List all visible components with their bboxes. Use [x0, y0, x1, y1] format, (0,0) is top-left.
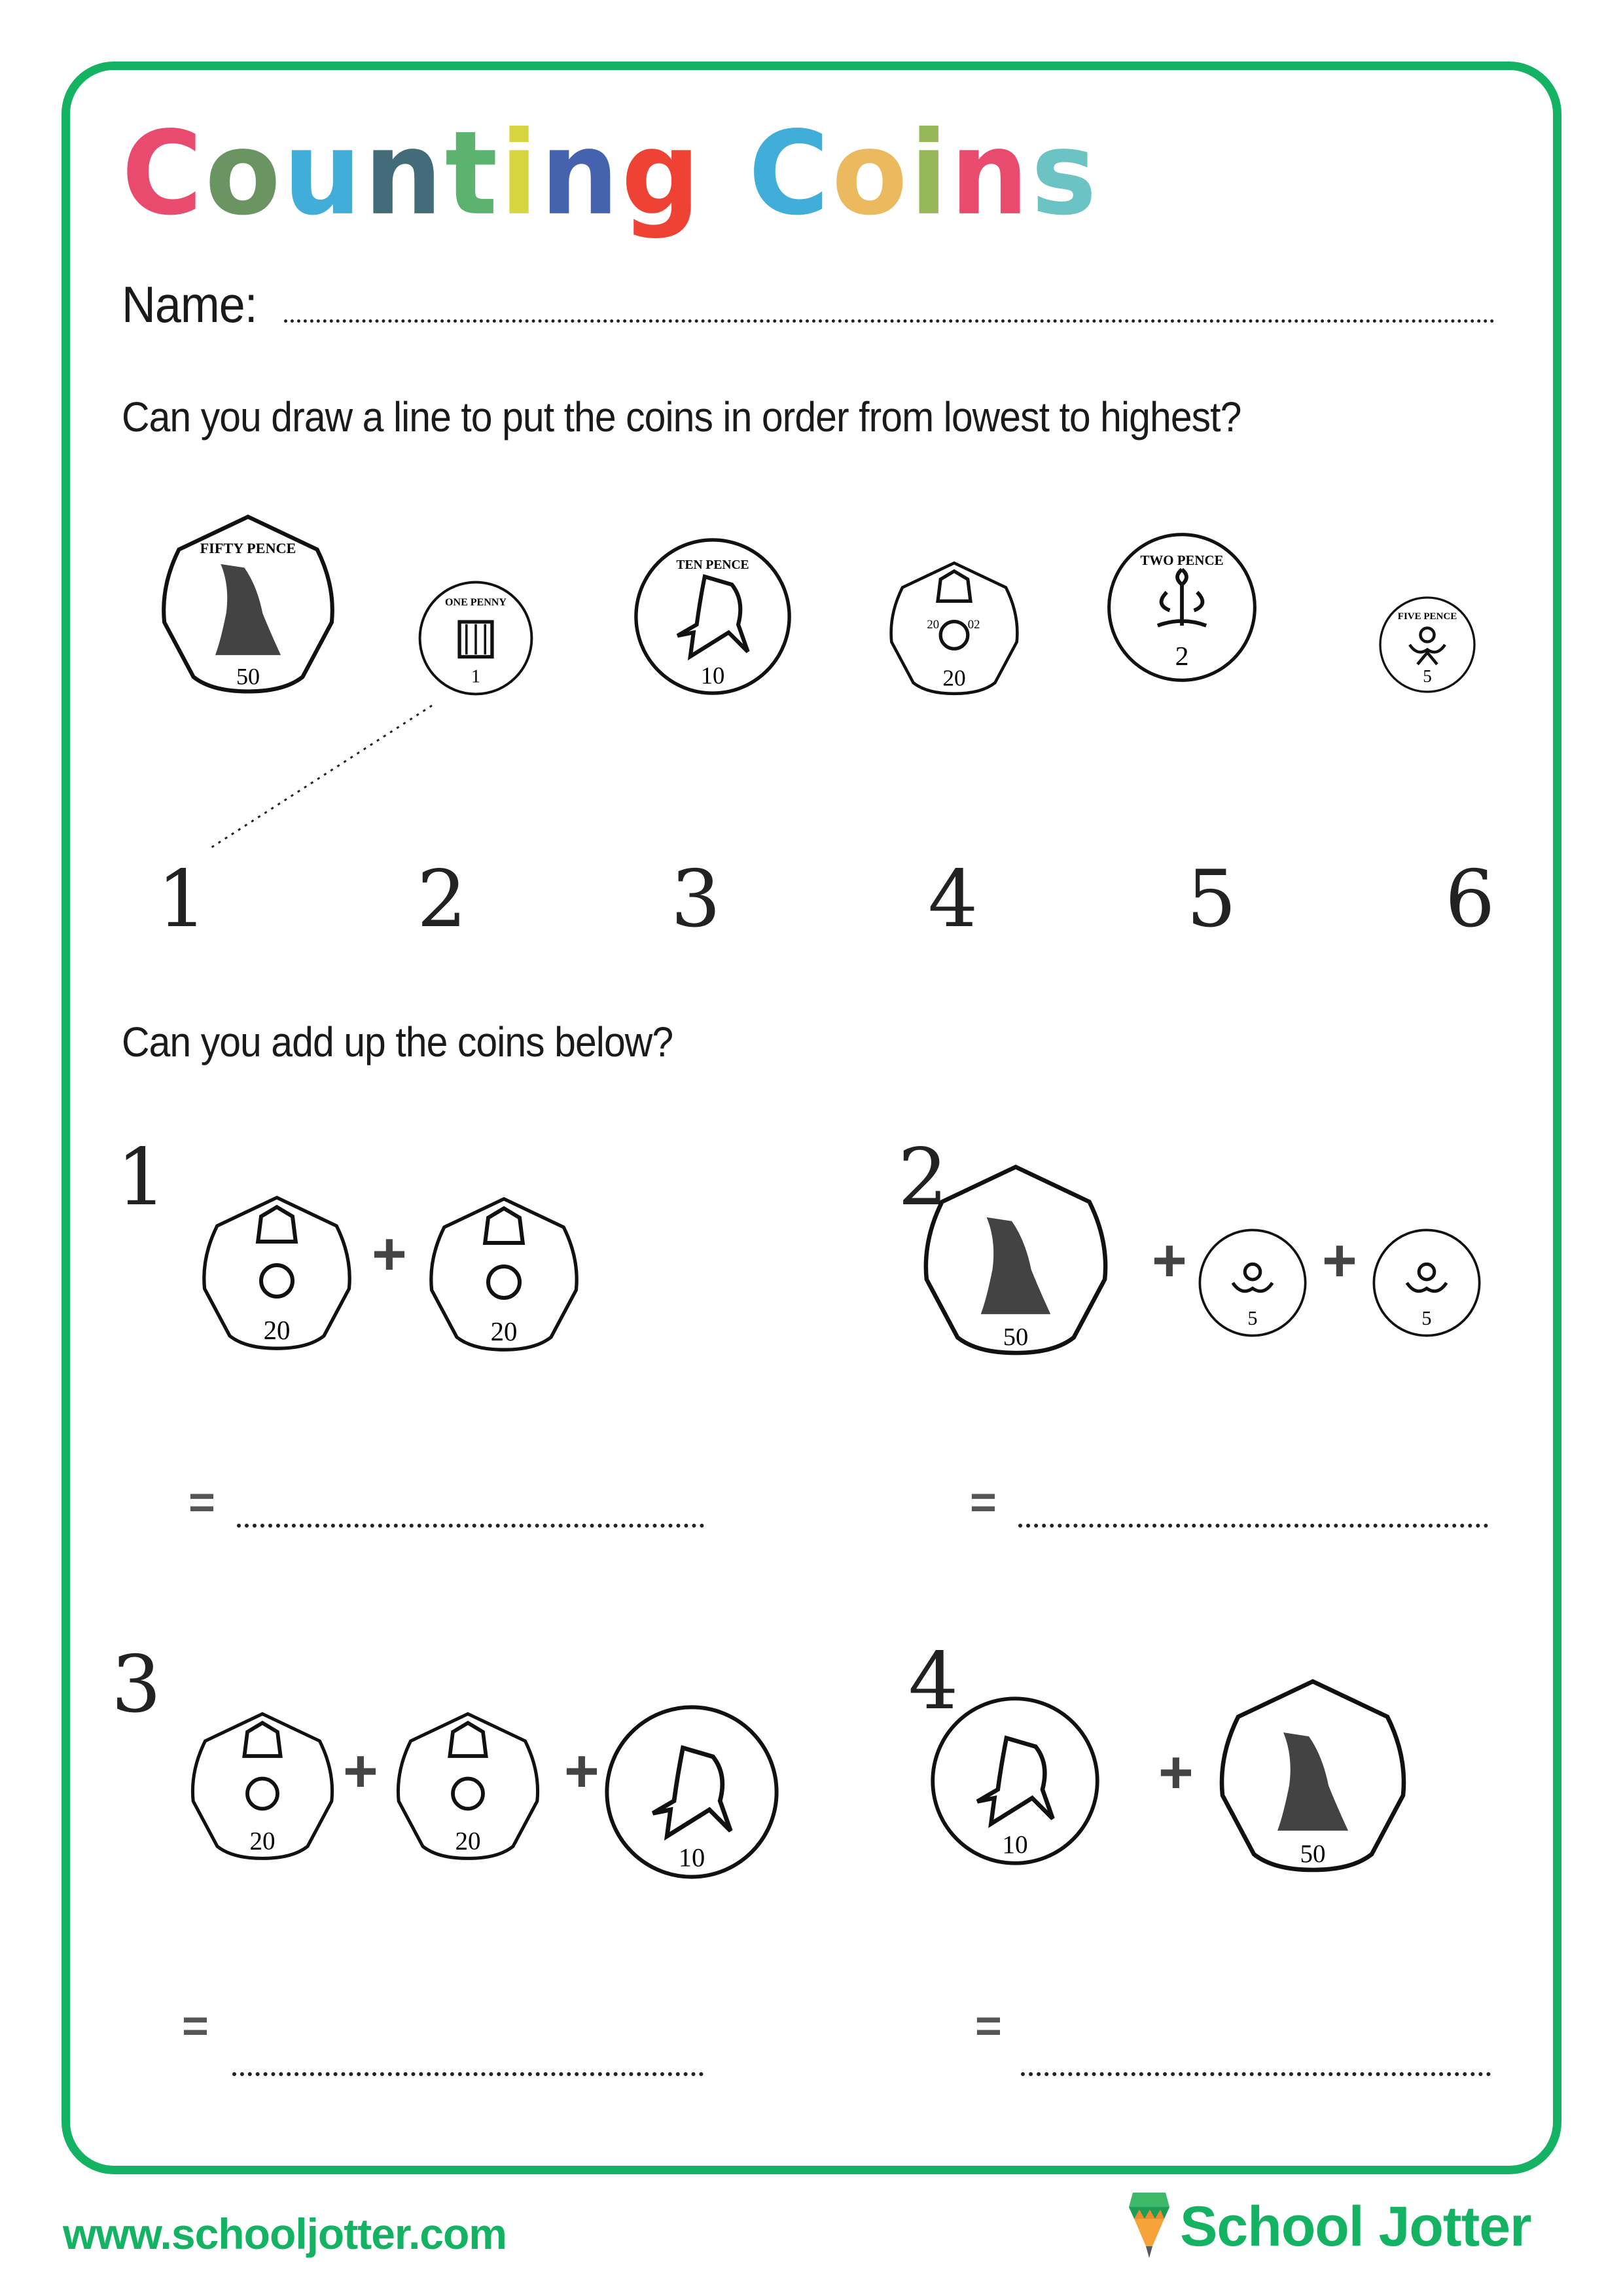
- fifty-pence-icon: [1215, 1668, 1411, 1884]
- svg-text:50: 50: [1300, 1840, 1326, 1868]
- five-pence-icon: [1372, 1221, 1482, 1344]
- problem-2-coin-50p: [919, 1157, 1113, 1363]
- svg-text:FIFTY PENCE: FIFTY PENCE: [200, 540, 296, 557]
- svg-text:20: 20: [490, 1316, 518, 1346]
- year-right: 02: [967, 618, 980, 632]
- svg-text:20: 20: [455, 1827, 481, 1856]
- problem-3-coin-20p: [187, 1704, 338, 1868]
- name-label: Name:: [122, 276, 257, 333]
- problem-2-coin-5p: [1372, 1221, 1482, 1344]
- fifty-pence-icon: [157, 513, 339, 695]
- two-pence-icon: [1106, 531, 1258, 683]
- example-connecting-line: [196, 700, 438, 857]
- title-letter: i: [910, 106, 951, 241]
- footer-website-link[interactable]: www.schooljotter.com: [63, 2210, 507, 2258]
- title-letter: t: [444, 106, 501, 241]
- addition-question: Can you add up the coins below?: [122, 1018, 673, 1066]
- five-pence-icon: [1378, 596, 1476, 694]
- equals-sign: =: [182, 2000, 209, 2051]
- brand-name: School Jotter: [1180, 2195, 1531, 2258]
- title-letter: n: [540, 106, 622, 241]
- svg-text:2: 2: [1175, 641, 1189, 672]
- title-letter: u: [283, 106, 365, 241]
- title-letter: g: [621, 106, 703, 241]
- title-letter: n: [950, 106, 1031, 241]
- equals-sign: =: [975, 2000, 1002, 2051]
- title-letter: i: [500, 106, 541, 241]
- problem-3-coin-20p: [393, 1704, 543, 1868]
- plus-sign: +: [1152, 1227, 1187, 1294]
- title-letter: o: [832, 106, 910, 241]
- svg-text:FIVE PENCE: FIVE PENCE: [1397, 611, 1457, 622]
- position-2[interactable]: 2: [417, 854, 467, 945]
- coin-1p[interactable]: [418, 580, 534, 696]
- plus-sign: +: [564, 1738, 599, 1804]
- problem-4-answer-line[interactable]: [1021, 2072, 1491, 2076]
- twenty-pence-icon: [886, 560, 1022, 696]
- five-pence-icon: [1198, 1221, 1308, 1344]
- name-row: [122, 275, 269, 334]
- problem-4-number: 4: [908, 1636, 959, 1727]
- svg-text:5: 5: [1247, 1306, 1258, 1329]
- svg-text:50: 50: [1003, 1323, 1029, 1352]
- svg-text:5: 5: [1421, 1306, 1432, 1329]
- position-1[interactable]: 1: [157, 854, 207, 945]
- svg-text:20: 20: [942, 664, 966, 691]
- name-input-line[interactable]: [284, 319, 1495, 323]
- coin-2p[interactable]: [1106, 531, 1258, 683]
- ten-pence-icon: [633, 537, 793, 696]
- svg-text:1: 1: [471, 666, 481, 687]
- equals-sign: =: [188, 1477, 215, 1528]
- problem-2-coin-5p: [1198, 1221, 1308, 1344]
- svg-text:ONE PENNY: ONE PENNY: [445, 597, 507, 609]
- fifty-pence-icon: [919, 1157, 1113, 1363]
- coin-10p[interactable]: [633, 537, 793, 696]
- svg-text:TWO PENCE: TWO PENCE: [1140, 552, 1224, 569]
- problem-2-answer-line[interactable]: [1018, 1524, 1488, 1528]
- title-letter: C: [748, 106, 832, 241]
- svg-text:50: 50: [236, 663, 260, 690]
- plus-sign: +: [372, 1221, 407, 1287]
- svg-text:10: 10: [1002, 1830, 1028, 1859]
- position-5[interactable]: 5: [1186, 854, 1237, 945]
- position-6[interactable]: 6: [1445, 854, 1495, 945]
- svg-text:20: 20: [249, 1827, 276, 1856]
- problem-1-answer-line[interactable]: [237, 1524, 704, 1528]
- problem-3-coin-10p: [603, 1696, 780, 1888]
- svg-text:10: 10: [700, 662, 725, 689]
- title-letter: s: [1031, 106, 1099, 241]
- problem-3-number: 3: [111, 1640, 162, 1731]
- one-penny-icon: [418, 580, 534, 696]
- position-3[interactable]: 3: [671, 854, 721, 945]
- coin-50p[interactable]: [157, 513, 339, 695]
- svg-text:TEN PENCE: TEN PENCE: [676, 558, 749, 572]
- title-letter: o: [205, 106, 283, 241]
- twenty-pence-icon: [393, 1704, 543, 1868]
- plus-sign: +: [1322, 1227, 1357, 1294]
- year-left: 20: [927, 618, 940, 632]
- twenty-pence-icon: [198, 1190, 355, 1356]
- svg-text:5: 5: [1423, 666, 1432, 686]
- school-jotter-logo[interactable]: [1129, 2193, 1531, 2261]
- problem-1-coin-20p: [425, 1191, 582, 1357]
- plus-sign: +: [1158, 1739, 1194, 1806]
- twenty-pence-icon: [187, 1704, 338, 1868]
- pencil-logo-icon: [1129, 2193, 1169, 2261]
- svg-text:10: 10: [678, 1842, 705, 1873]
- svg-text:20: 20: [263, 1315, 291, 1345]
- coin-5p[interactable]: [1378, 596, 1476, 694]
- title-letter: C: [122, 106, 205, 241]
- position-4[interactable]: 4: [928, 854, 978, 945]
- problem-1-coin-20p: [198, 1190, 355, 1356]
- problem-3-answer-line[interactable]: [232, 2072, 704, 2076]
- coin-20p[interactable]: [886, 560, 1022, 696]
- problem-2-number: 2: [898, 1132, 948, 1223]
- problem-4-coin-50p: [1215, 1668, 1411, 1884]
- page-title: [122, 106, 1099, 241]
- ten-pence-icon: [603, 1696, 780, 1888]
- twenty-pence-icon: [425, 1191, 582, 1357]
- problem-4-coin-10p: [929, 1689, 1101, 1873]
- equals-sign: =: [970, 1477, 997, 1528]
- plus-sign: +: [343, 1738, 378, 1804]
- title-letter: n: [364, 106, 445, 241]
- problem-1-number: 1: [116, 1132, 167, 1223]
- ten-pence-icon: [929, 1689, 1101, 1873]
- ordering-question: Can you draw a line to put the coins in order from lowest to highest?: [122, 393, 1241, 440]
